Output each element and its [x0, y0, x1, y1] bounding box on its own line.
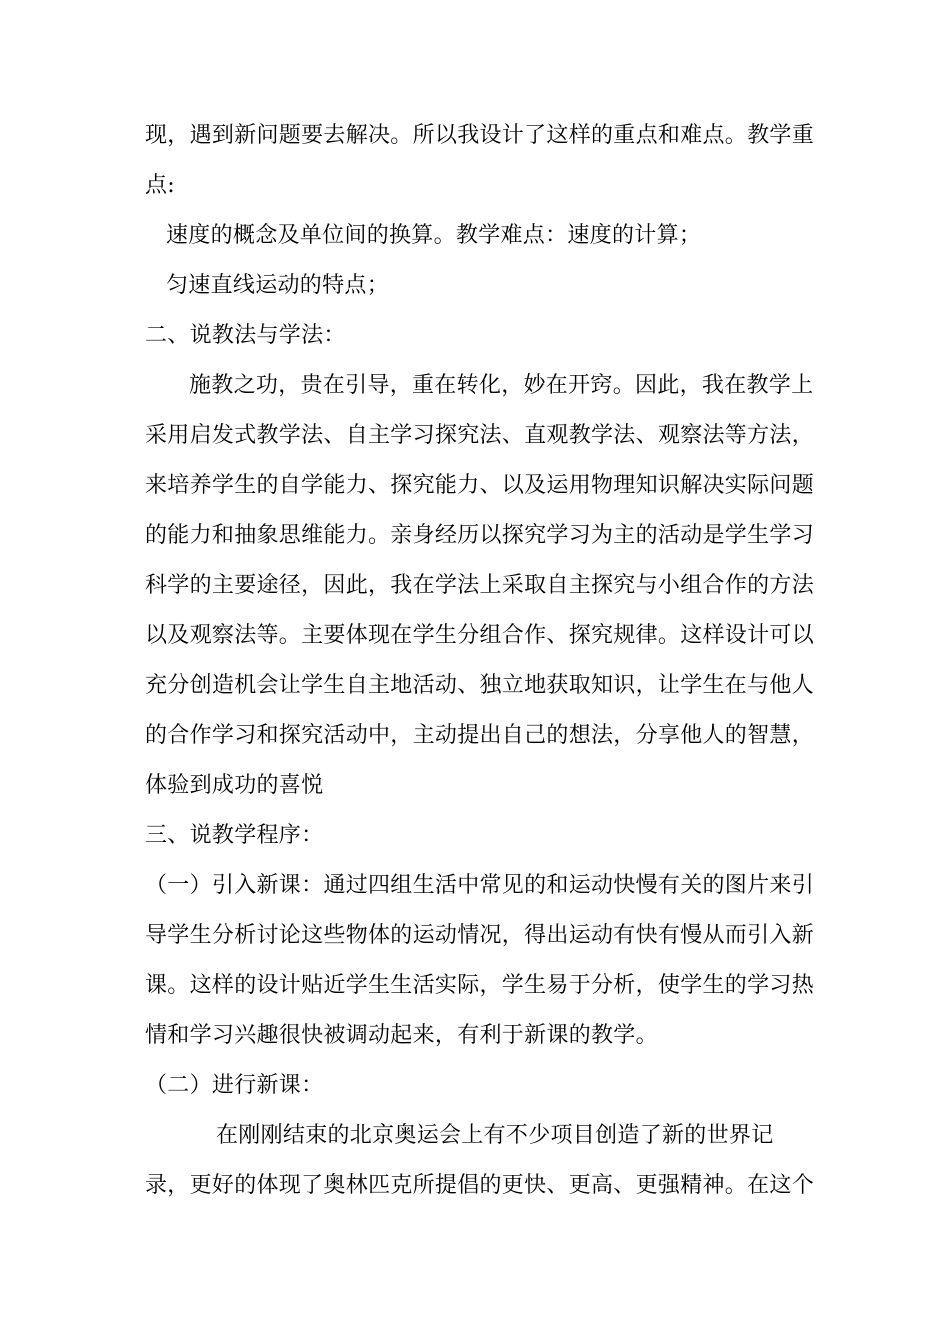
text-line	[0, 1166, 950, 1206]
text-line	[0, 616, 950, 656]
line-text: 二、说教法与学法：	[145, 323, 346, 348]
text-line	[0, 416, 950, 456]
text-line	[0, 466, 950, 506]
line-text: 速度的概念及单位间的换算。教学难点：速度的计算；	[166, 223, 702, 248]
line-text: 课。这样的设计贴近学生生活实际，学生易于分析，使学生的学习热	[145, 973, 815, 998]
line-text: 科学的主要途径，因此，我在学法上采取自主探究与小组合作的方法	[145, 573, 815, 598]
text-line	[0, 666, 950, 706]
line-text: （二）进行新课：	[145, 1073, 324, 1098]
text-line	[0, 516, 950, 556]
line-text: 采用启发式教学法、自主学习探究法、直观教学法、观察法等方法，	[145, 423, 815, 448]
text-line	[0, 716, 950, 756]
line-text: 录，更好的体现了奥林匹克所提倡的更快、更高、更强精神。在这个	[145, 1173, 815, 1198]
line-text: 情和学习兴趣很快被调动起来，有利于新课的教学。	[145, 1023, 658, 1048]
text-line	[0, 116, 950, 156]
text-line	[0, 166, 950, 206]
line-text: 现，遇到新问题要去解决。所以我设计了这样的重点和难点。教学重	[145, 123, 815, 148]
text-line	[0, 216, 950, 256]
line-text: 来培养学生的自学能力、探究能力、以及运用物理知识解决实际问题	[145, 473, 815, 498]
text-line	[0, 966, 950, 1006]
line-text: 匀速直线运动的特点；	[166, 273, 390, 298]
text-line	[0, 266, 950, 306]
text-line	[0, 566, 950, 606]
text-line	[0, 1116, 950, 1156]
line-text: 导学生分析讨论这些物体的运动情况，得出运动有快有慢从而引入新	[145, 923, 815, 948]
text-line	[0, 866, 950, 906]
line-text: 点:	[145, 173, 176, 198]
text-line	[0, 916, 950, 956]
line-text: 以及观察法等。主要体现在学生分组合作、探究规律。这样设计可以	[145, 623, 815, 648]
line-text: 充分创造机会让学生自主地活动、独立地获取知识，让学生在与他人	[145, 673, 815, 698]
line-text: 的合作学习和探究活动中，主动提出自己的想法，分享他人的智慧，	[145, 723, 815, 748]
line-text: 的能力和抽象思维能力。亲身经历以探究学习为主的活动是学生学习	[145, 523, 815, 548]
text-line	[0, 1016, 950, 1056]
line-text: （一）引入新课：通过四组生活中常见的和运动快慢有关的图片来引	[145, 873, 815, 898]
line-text: 施教之功，贵在引导，重在转化，妙在开窍。因此，我在教学上	[189, 373, 814, 398]
line-text: 在刚刚结束的北京奥运会上有不少项目创造了新的世界记	[216, 1123, 774, 1148]
line-text: 三、说教学程序：	[145, 823, 324, 848]
line-text: 体验到成功的喜悦	[145, 773, 324, 798]
section-heading	[0, 816, 950, 856]
section-heading	[0, 316, 950, 356]
subsection-heading	[0, 1066, 950, 1106]
text-line	[0, 366, 950, 406]
text-line	[0, 766, 950, 806]
